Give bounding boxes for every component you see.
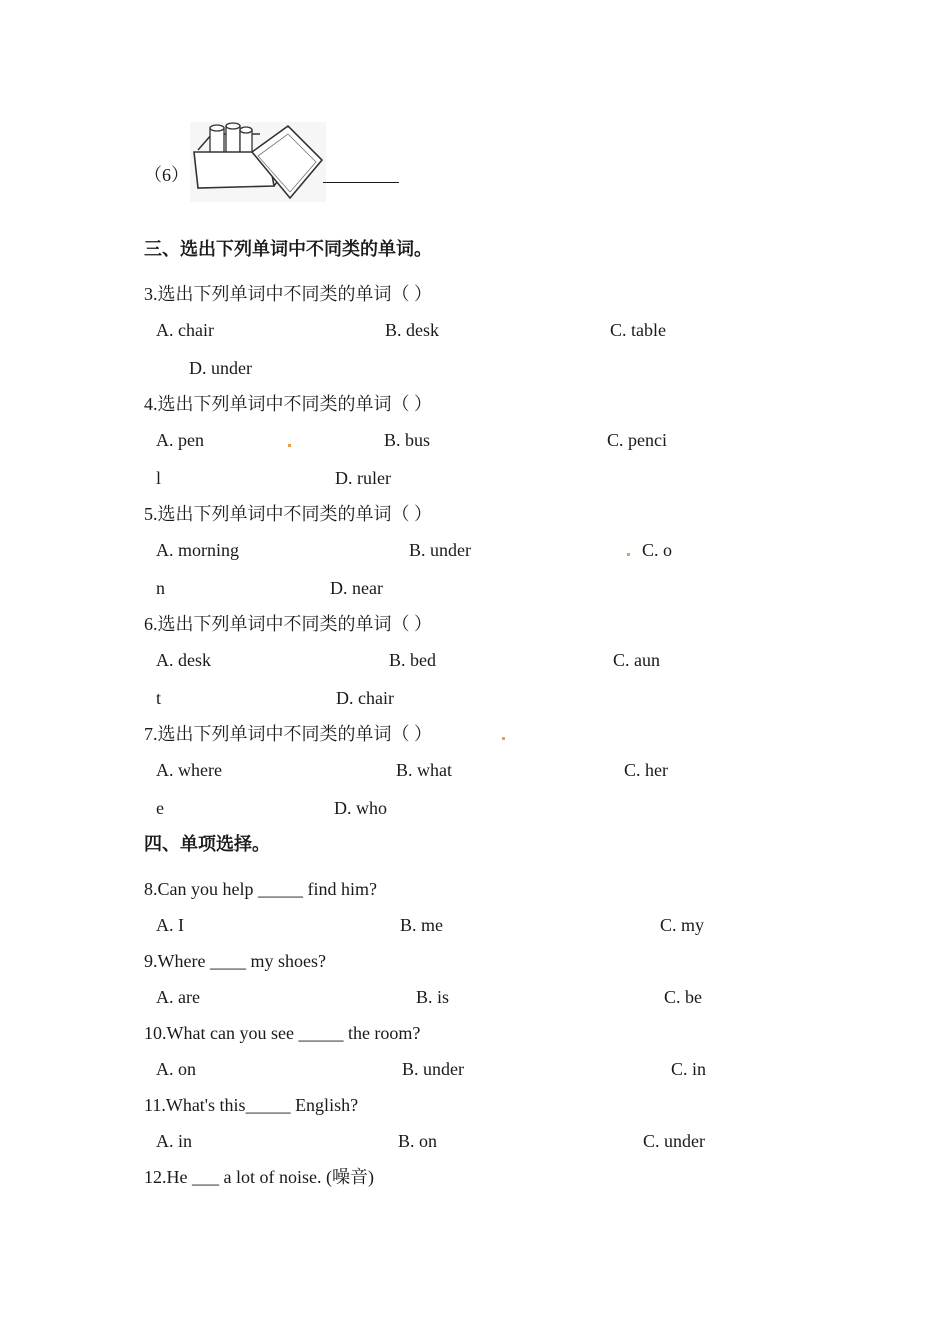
- question-9: 9.Where ____ my shoes?: [144, 951, 326, 971]
- question-6: 6.选出下列单词中不同类的单词（ ）: [144, 614, 432, 634]
- q7-option-b[interactable]: B. what: [396, 760, 452, 780]
- question-4: 4.选出下列单词中不同类的单词（ ）: [144, 394, 432, 414]
- q7-option-c[interactable]: C. her: [624, 760, 668, 780]
- question-3: 3.选出下列单词中不同类的单词（ ）: [144, 284, 432, 304]
- q6-option-b[interactable]: B. bed: [389, 650, 436, 670]
- q8-option-b[interactable]: B. me: [400, 915, 443, 935]
- q6-option-c-wrap: t: [156, 688, 162, 708]
- q4-option-b[interactable]: B. bus: [384, 430, 431, 450]
- question-10: 10.What can you see _____ the room?: [144, 1023, 421, 1043]
- q10-option-a[interactable]: A. on: [156, 1059, 196, 1079]
- q7-option-a[interactable]: A. where: [156, 760, 222, 780]
- q3-option-c[interactable]: C. table: [610, 320, 666, 340]
- q11-option-c[interactable]: C. under: [643, 1131, 705, 1151]
- q4-option-d[interactable]: D. ruler: [335, 468, 391, 488]
- q6-option-d[interactable]: D. chair: [336, 688, 394, 708]
- q5-option-d[interactable]: D. near: [330, 578, 383, 598]
- question-12: 12.He ___ a lot of noise. (噪音): [144, 1167, 374, 1187]
- pencil-box-picture: [190, 122, 326, 202]
- section-4-title: 四、单项选择。: [144, 834, 270, 854]
- section-3-title: 三、选出下列单词中不同类的单词。: [144, 239, 432, 259]
- q7-option-c-wrap: e: [156, 798, 164, 818]
- q9-option-c[interactable]: C. be: [664, 987, 702, 1007]
- q4-option-c[interactable]: C. penci: [607, 430, 667, 450]
- stray-dot: [627, 553, 630, 556]
- q11-option-a[interactable]: A. in: [156, 1131, 192, 1151]
- question-11: 11.What's this_____ English?: [144, 1095, 359, 1115]
- q8-option-c[interactable]: C. my: [660, 915, 705, 935]
- question-8: 8.Can you help _____ find him?: [144, 879, 377, 899]
- q9-option-b[interactable]: B. is: [416, 987, 450, 1007]
- q5-option-b[interactable]: B. under: [409, 540, 471, 560]
- answer-blank-6[interactable]: [323, 182, 399, 183]
- q8-option-a[interactable]: A. I: [156, 915, 184, 935]
- q10-option-b[interactable]: B. under: [402, 1059, 464, 1079]
- question-7: 7.选出下列单词中不同类的单词（ ）: [144, 724, 432, 744]
- q5-option-c-wrap: n: [156, 578, 165, 598]
- q3-option-d[interactable]: D. under: [189, 358, 252, 378]
- q3-option-a[interactable]: A. chair: [156, 320, 214, 340]
- q6-option-c[interactable]: C. aun: [613, 650, 660, 670]
- q6-option-a[interactable]: A. desk: [156, 650, 211, 670]
- stray-dot: [502, 737, 505, 740]
- q4-option-a[interactable]: A. pen: [156, 430, 204, 450]
- q7-option-d[interactable]: D. who: [334, 798, 387, 818]
- q5-option-a[interactable]: A. morning: [156, 540, 239, 560]
- question-5: 5.选出下列单词中不同类的单词（ ）: [144, 504, 432, 524]
- q10-option-c[interactable]: C. in: [671, 1059, 707, 1079]
- q9-option-a[interactable]: A. are: [156, 987, 200, 1007]
- q5-option-c[interactable]: C. o: [642, 540, 673, 560]
- q3-option-b[interactable]: B. desk: [385, 320, 439, 340]
- item-6-label: （6）: [144, 165, 189, 185]
- stray-dot: [288, 444, 291, 447]
- q4-option-c-wrap: l: [156, 468, 162, 488]
- q11-option-b[interactable]: B. on: [398, 1131, 438, 1151]
